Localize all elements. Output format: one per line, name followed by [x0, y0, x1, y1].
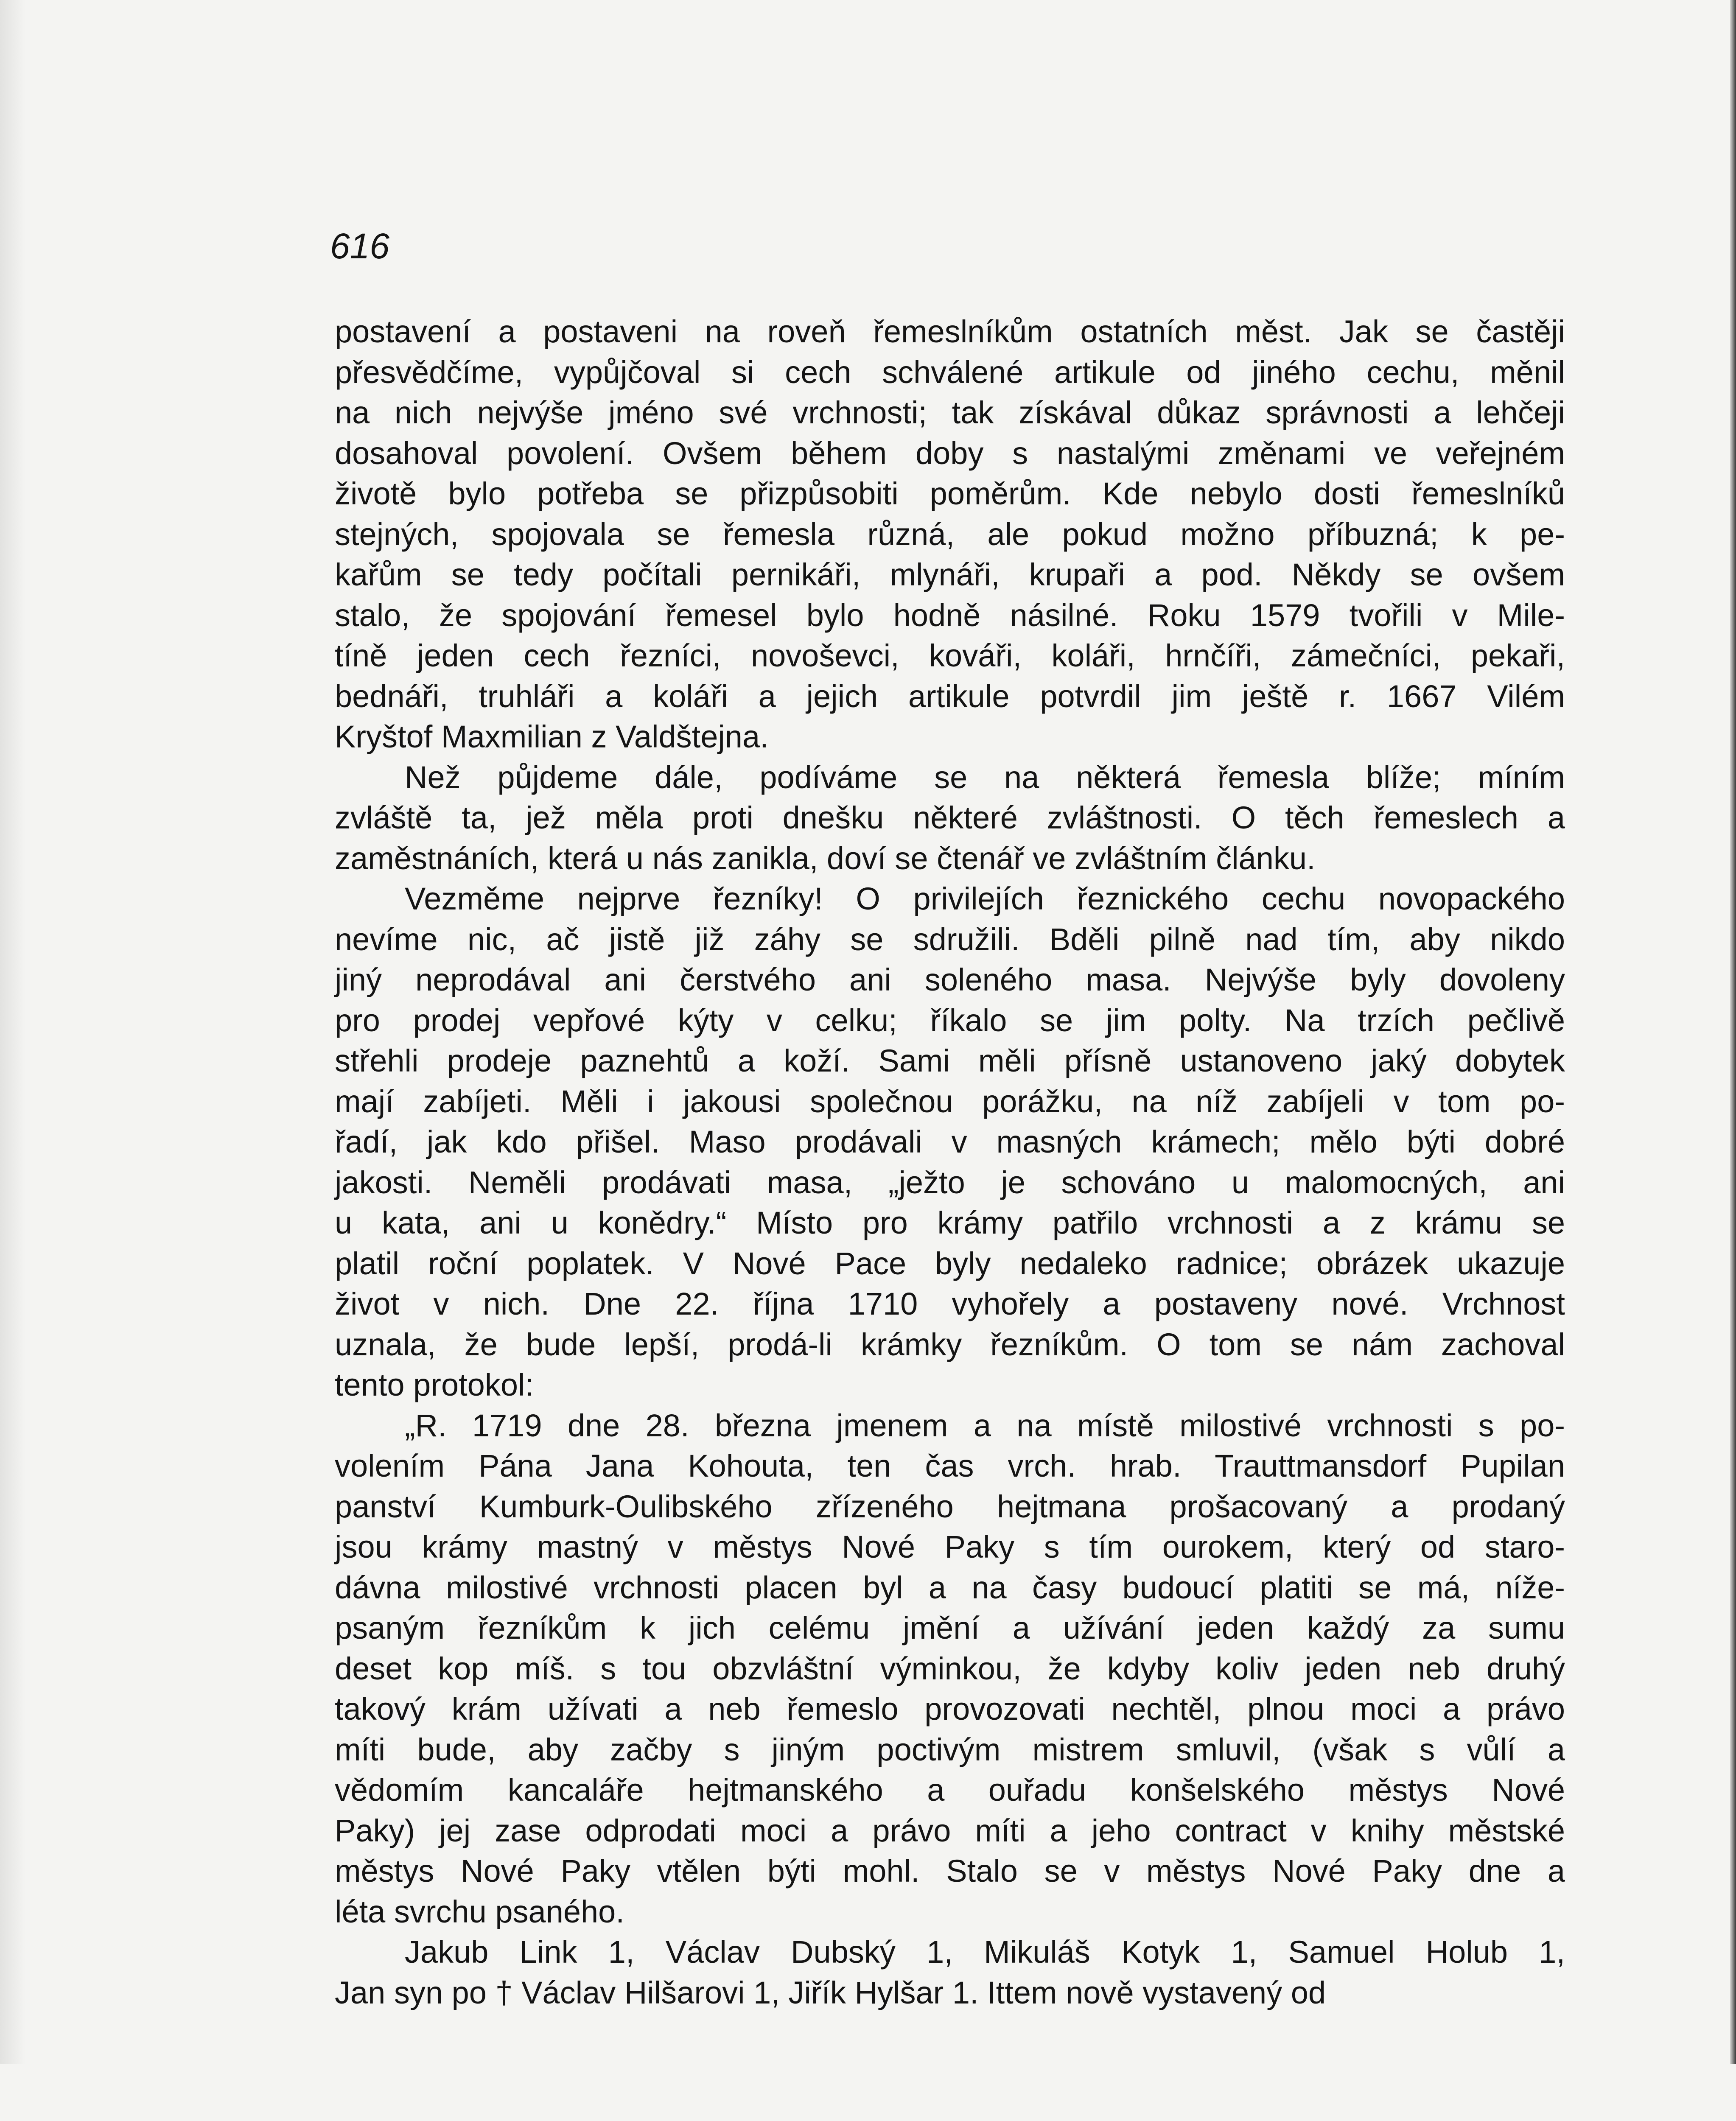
text-line: „R. 1719 dne 28. března jmenem a na místě milostivé vrchnosti s po- — [405, 1407, 1565, 1443]
text-line: tíně jeden cech řezníci, novoševci, kováři, koláři, hrnčíři, zámečníci, pekaři, — [335, 638, 1565, 673]
text-line: psaným řezníkům k jich celému jmění a užívání jeden každý za sumu — [335, 1610, 1565, 1645]
paragraph — [335, 757, 1565, 879]
text-line: mají zabíjeti. Měli i jakousi společnou porážku, na níž zabíjeli v tom po- — [335, 1083, 1565, 1119]
scan-edge-right — [1730, 0, 1736, 2064]
text-line: platil roční poplatek. V Nové Pace byly nedaleko radnice; obrázek ukazuje — [335, 1245, 1565, 1281]
text-line: Vezměme nejprve řezníky! O privilejích řeznického cechu novopackého — [405, 881, 1565, 916]
paragraph — [335, 879, 1565, 1405]
text-line: pro prodej vepřové kýty v celku; říkalo se jim polty. Na trzích pečlivě — [335, 1002, 1565, 1038]
text-line: přesvědčíme, vypůjčoval si cech schválené artikule od jiného cechu, měnil — [335, 354, 1565, 390]
text-line: na nich nejvýše jméno své vrchnosti; tak získával důkaz správnosti a lehčeji — [335, 395, 1565, 430]
text-line: vědomím kancaláře hejtmanského a ouřadu konšelského městys Nové — [335, 1772, 1565, 1808]
text-line: jsou krámy mastný v městys Nové Paky s tím ourokem, který od staro- — [335, 1529, 1565, 1564]
text-line: řadí, jak kdo přišel. Maso prodávali v masných krámech; mělo býti dobré — [335, 1124, 1565, 1159]
text-line: léta svrchu psaného. — [335, 1894, 624, 1929]
text-line: život v nich. Dne 22. října 1710 vyhořely a postaveny nové. Vrchnost — [335, 1286, 1565, 1321]
text-line: Jakub Link 1, Václav Dubský 1, Mikuláš Kotyk 1, Samuel Holub 1, — [405, 1934, 1565, 1970]
text-line: panství Kumburk-Oulibského zřízeného hejtmana prošacovaný a prodaný — [335, 1489, 1565, 1524]
scan-shadow-left — [0, 0, 25, 2064]
text-line: volením Pána Jana Kohouta, ten čas vrch. hrab. Trauttmansdorf Pupilan — [335, 1448, 1565, 1483]
text-line: jiný neprodával ani čerstvého ani soleného masa. Nejvýše byly dovoleny — [335, 962, 1565, 997]
text-line: takový krám užívati a neb řemeslo provozovati nechtěl, plnou moci a právo — [335, 1691, 1565, 1726]
text-line: životě bylo potřeba se přizpůsobiti poměrům. Kde nebylo dosti řemeslníků — [335, 476, 1565, 511]
text-line: stejných, spojovala se řemesla různá, ale pokud možno příbuzná; k pe- — [335, 516, 1565, 552]
text-line: u kata, ani u konědry.“ Místo pro krámy patřilo vrchnosti a z krámu se — [335, 1205, 1565, 1240]
text-line: nevíme nic, ač jistě již záhy se sdružili. Bděli pilně nad tím, aby nikdo — [335, 921, 1565, 957]
text-line: Jan syn po † Václav Hilšarovi 1, Jiřík Hylšar 1. Ittem nově vystavený od — [335, 1975, 1326, 2010]
text-line: uznala, že bude lepší, prodá-li krámky řezníkům. O tom se nám zachoval — [335, 1326, 1565, 1362]
text-line: Kryštof Maxmilian z Valdštejna. — [335, 719, 769, 754]
text-line: Paky) jej zase odprodati moci a právo míti a jeho contract v knihy městské — [335, 1813, 1565, 1848]
text-line: postavení a postaveni na roveň řemeslníkům ostatních měst. Jak se častěji — [335, 314, 1565, 349]
text-line: dosahoval povolení. Ovšem během doby s nastalými změnami ve veřejném — [335, 435, 1565, 471]
body-text — [335, 311, 1565, 2013]
paragraph — [335, 1405, 1565, 1932]
text-line: zvláště ta, jež měla proti dnešku některé zvláštnosti. O těch řemeslech a — [335, 800, 1565, 835]
text-line: stalo, že spojování řemesel bylo hodně násilné. Roku 1579 tvořili v Mile- — [335, 597, 1565, 633]
paragraph — [335, 1932, 1565, 2013]
text-line: dávna milostivé vrchnosti placen byl a na časy budoucí platiti se má, níže- — [335, 1570, 1565, 1605]
text-line: deset kop míš. s tou obzvláštní výminkou, že kdyby koliv jeden neb druhý — [335, 1651, 1565, 1686]
page-number: 616 — [330, 226, 390, 266]
paragraph — [335, 311, 1565, 757]
text-line: kařům se tedy počítali pernikáři, mlynáři, krupaři a pod. Někdy se ovšem — [335, 557, 1565, 592]
text-line: míti bude, aby začby s jiným poctivým mistrem smluvil, (však s vůlí a — [335, 1732, 1565, 1767]
text-line: Než půjdeme dále, podíváme se na některá řemesla blíže; míním — [405, 759, 1565, 795]
text-line: městys Nové Paky vtělen býti mohl. Stalo se v městys Nové Paky dne a — [335, 1853, 1565, 1889]
text-line: bednáři, truhláři a koláři a jejich artikule potvrdil jim ještě r. 1667 Vilém — [335, 678, 1565, 714]
text-line: střehli prodeje paznehtů a koží. Sami měli přísně ustanoveno jaký dobytek — [335, 1043, 1565, 1078]
text-line: zaměstnáních, která u nás zanikla, doví se čtenář ve zvláštním článku. — [335, 840, 1316, 876]
text-line: tento protokol: — [335, 1367, 534, 1402]
text-line: jakosti. Neměli prodávati masa, „ježto je schováno u malomocných, ani — [335, 1164, 1565, 1200]
